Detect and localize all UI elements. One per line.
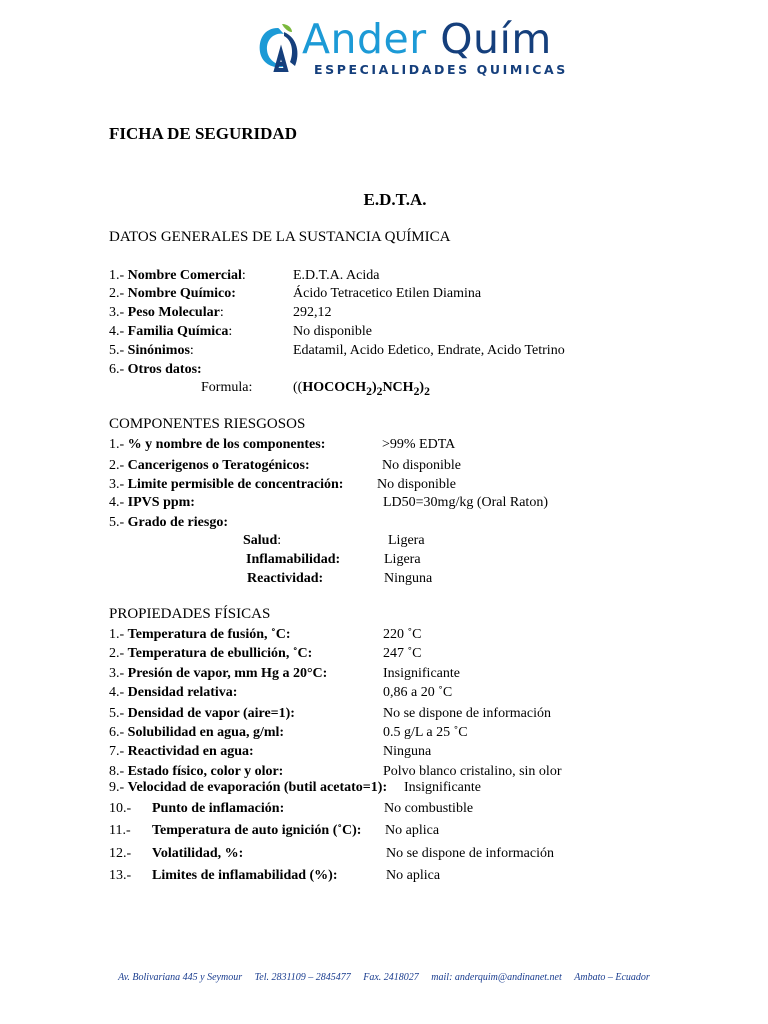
row-label: Estado físico, color y olor:: [127, 764, 284, 779]
row-value: 220 ˚C: [383, 627, 422, 642]
row-number: 5.-: [109, 706, 128, 721]
row-value: 292,12: [293, 305, 332, 320]
row-label: Cancerigenos o Teratogénicos:: [127, 458, 310, 473]
formula-value: [293, 379, 430, 401]
row-label: Peso Molecular: [127, 305, 220, 320]
row-number: 5.-: [109, 343, 128, 358]
row-value: 0,86 a 20 ˚C: [383, 685, 453, 700]
row-number: 1.-: [109, 437, 128, 452]
row-value: No aplica: [386, 868, 441, 883]
row-number: 2.-: [109, 646, 128, 661]
row-value: E.D.T.A. Acida: [293, 268, 380, 283]
footer-address: Av. Bolivariana 445 y Seymour: [118, 972, 243, 983]
row-number: 13.-: [109, 868, 132, 883]
row-value: Polvo blanco cristalino, sin olor: [383, 764, 562, 779]
formula-subscript: 2: [376, 384, 383, 398]
footer-fax: Fax. 2418027: [363, 972, 419, 983]
row-number: 3.-: [109, 477, 128, 492]
row-label: Densidad de vapor (aire=1):: [127, 706, 295, 721]
formula-part: ((: [293, 380, 303, 395]
row-value: No disponible: [382, 458, 461, 473]
footer-contact: [0, 972, 768, 983]
row-value: No combustible: [384, 801, 474, 816]
footer-city: Ambato – Ecuador: [574, 972, 650, 983]
row-number: 2.-: [109, 458, 128, 473]
row-label-suffix: :: [219, 305, 224, 320]
row-value: Insignificante: [383, 666, 460, 681]
row-value: No disponible: [377, 477, 456, 492]
row-number: 11.-: [109, 823, 131, 838]
risk-value: Ligera: [388, 533, 425, 548]
row-number: 5.-: [109, 515, 128, 530]
row-label-suffix: :: [228, 324, 233, 339]
row-label: Temperatura de ebullición, ˚C:: [127, 646, 313, 661]
row-label: % y nombre de los componentes:: [127, 437, 326, 452]
section-heading-physical: PROPIEDADES FÍSICAS: [109, 606, 271, 622]
row-number: 9.-: [109, 780, 128, 795]
row-value: LD50=30mg/kg (Oral Raton): [383, 495, 548, 510]
row-number: 4.-: [109, 495, 128, 510]
row-label: Densidad relativa:: [127, 685, 238, 700]
formula-subscript: 2: [424, 384, 430, 398]
footer-phone: Tel. 2831109 – 2845477: [254, 972, 351, 983]
row-label: Presión de vapor, mm Hg a 20°C:: [127, 666, 328, 681]
row-value: 0.5 g/L a 25 ˚C: [383, 725, 468, 740]
formula-part: ): [371, 380, 377, 395]
section-heading-general: DATOS GENERALES DE LA SUSTANCIA QUÍMICA: [109, 229, 451, 245]
brand-tagline: ESPECIALIDADES QUIMICAS: [314, 62, 568, 77]
row-value: No aplica: [385, 823, 440, 838]
company-logo: [254, 15, 568, 80]
row-number: 4.-: [109, 685, 128, 700]
row-label: Nombre Químico:: [127, 286, 236, 301]
row-number: 8.-: [109, 764, 128, 779]
formula-label: Formula:: [201, 380, 253, 395]
row-number: 1.-: [109, 268, 128, 283]
row-value: Ácido Tetracetico Etilen Diamina: [293, 286, 482, 301]
row-number: 6.-: [109, 725, 128, 740]
formula-subscript: 2: [366, 384, 372, 398]
row-label: Nombre Comercial: [127, 268, 242, 283]
risk-label: Inflamabilidad:: [246, 552, 341, 567]
row-label: Temperatura de fusión, ˚C:: [127, 627, 291, 642]
row-label-suffix: :: [241, 268, 246, 283]
row-label: Solubilidad en agua, g/ml:: [127, 725, 285, 740]
row-number: 6.-: [109, 362, 128, 377]
row-value: Ninguna: [383, 744, 432, 759]
section-heading-components: COMPONENTES RIESGOSOS: [109, 416, 306, 432]
risk-label: Salud: [243, 533, 278, 548]
substance-name: E.D.T.A.: [363, 190, 427, 209]
row-value: No se dispone de información: [383, 706, 551, 721]
document-title: FICHA DE SEGURIDAD: [109, 124, 297, 143]
row-label: Velocidad de evaporación (butil acetato=1):: [127, 780, 388, 795]
formula-subscript: 2: [413, 384, 420, 398]
row-label: IPVS ppm:: [127, 495, 195, 510]
row-number: 1.-: [109, 627, 128, 642]
row-number: 3.-: [109, 666, 128, 681]
row-label: Sinónimos: [127, 343, 190, 358]
formula-part: NCH: [382, 380, 414, 395]
row-value: Insignificante: [404, 780, 481, 795]
row-label: Reactividad en agua:: [127, 744, 254, 759]
row-number: 12.-: [109, 846, 132, 861]
footer-mail[interactable]: mail: anderquim@andinanet.net: [431, 972, 562, 983]
row-value: >99% EDTA: [382, 437, 456, 452]
brand-name: [302, 14, 552, 64]
row-number: 3.-: [109, 305, 128, 320]
row-label: Volatilidad, %:: [152, 846, 244, 861]
row-number: 10.-: [109, 801, 132, 816]
brand-name-part1: Ander: [302, 15, 427, 63]
row-value: 247 ˚C: [383, 646, 422, 661]
row-number: 2.-: [109, 286, 128, 301]
brand-name-part2: Quím: [440, 15, 552, 63]
row-value: No disponible: [293, 324, 372, 339]
formula-part: HOCOCH: [302, 380, 367, 395]
risk-value: Ligera: [384, 552, 421, 567]
row-value: No se dispone de información: [386, 846, 554, 861]
row-label: Familia Química: [127, 324, 229, 339]
row-label: Temperatura de auto ignición (˚C):: [152, 823, 362, 838]
risk-value: Ninguna: [384, 571, 433, 586]
row-number: 4.-: [109, 324, 128, 339]
risk-label-suffix: :: [277, 533, 282, 548]
row-label: Limite permisible de concentración:: [127, 477, 344, 492]
row-label: Grado de riesgo:: [127, 515, 228, 530]
row-label-suffix: :: [189, 343, 194, 358]
row-label: Punto de inflamación:: [152, 801, 285, 816]
row-value: Edatamil, Acido Edetico, Endrate, Acido Tetrino: [293, 343, 565, 358]
row-label: Otros datos:: [127, 362, 202, 377]
row-label: Limites de inflamabilidad (%):: [152, 868, 338, 883]
risk-label: Reactividad:: [247, 571, 324, 586]
row-number: 7.-: [109, 744, 128, 759]
logo-swirl-icon: [254, 22, 302, 74]
formula-part: ): [419, 380, 425, 395]
